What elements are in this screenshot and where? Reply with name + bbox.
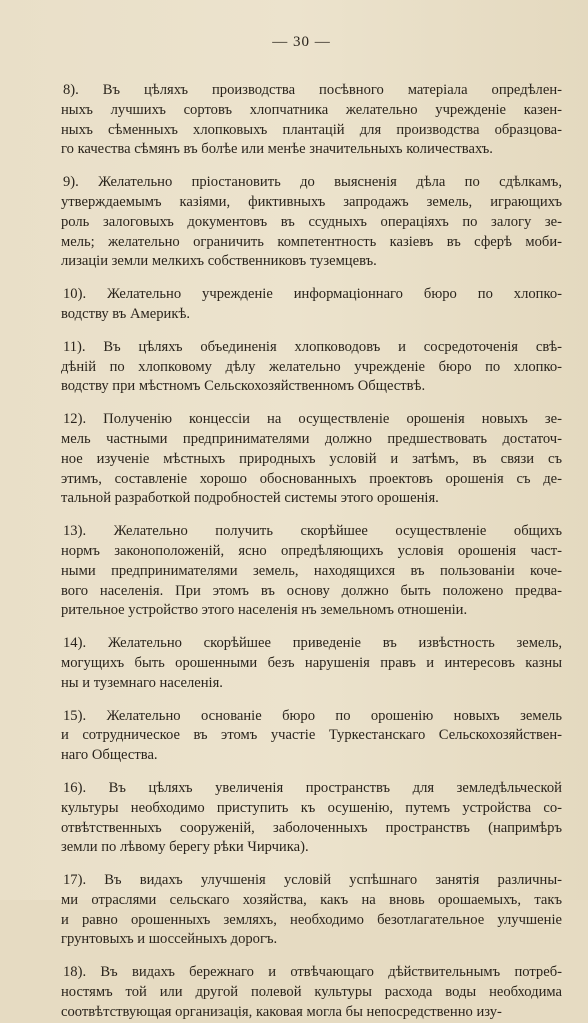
paragraph-p8: [61, 81, 562, 160]
paragraph-p13: [61, 522, 562, 621]
text-line: ны и туземнаго населенія.: [61, 674, 223, 691]
text-line: лизаціи земли мелкихъ собственниковъ туземцевъ.: [61, 253, 377, 270]
text-line: нормъ законоположеній, ясно опредѣляющихъ условія орошенія част-: [61, 542, 562, 559]
text-line: этимъ, составленіе хорошо обоснованныхъ проектовъ орошенія съ де-: [61, 470, 562, 487]
text-line: вого населенія. При этомъ въ основу должно быть положено предва-: [61, 582, 562, 599]
text-line: мель; желательно ограничить компетентность казіевъ въ сферѣ моби-: [61, 233, 562, 250]
text-line: 13). Желательно получить скорѣйшее осуществленіе общихъ: [63, 523, 562, 540]
text-line: мель частными предпринимателями должно предшествовать достаточ-: [61, 430, 562, 447]
text-line: наго Общества.: [61, 747, 158, 764]
paragraph-p16: [61, 779, 562, 858]
text-line: отвѣтственныхъ сооруженій, заболоченныхъ пространствъ (напримѣръ: [61, 819, 562, 836]
text-line: рительное устройство этого населенія нъ земельномъ отношеніи.: [61, 602, 468, 619]
text-line: 9). Желательно пріостановить до выясненія дѣла по сдѣлкамъ,: [63, 174, 562, 191]
text-line: могущихъ быть орошенными безъ нарушенія правъ и интересовъ казны: [61, 654, 562, 671]
text-line: 14). Желательно скорѣйшее приведеніе въ извѣстность земель,: [63, 635, 562, 652]
text-line: и равно орошенныхъ земляхъ, необходимо безотлагательное улучшеніе: [61, 911, 562, 928]
text-line: 11). Въ цѣляхъ объединенія хлопководовъ и сосредоточенія свѣ-: [63, 338, 562, 355]
paragraph-p9: [61, 173, 562, 272]
paragraph-p10: [61, 285, 562, 325]
text-line: 10). Желательно учрежденіе информаціоннаго бюро по хлопко-: [63, 286, 562, 303]
text-line: 16). Въ цѣляхъ увеличенія пространствъ для земледѣльческой: [63, 779, 562, 796]
text-line: ными предпринимателями земель, находящихся въ пользованіи коче-: [61, 562, 562, 579]
text-line: 17). Въ видахъ улучшенія условій успѣшнаго занятія различны-: [63, 872, 562, 889]
text-line: ное изученіе мѣстныхъ природныхъ условій и затѣмъ, въ связи съ: [61, 450, 562, 467]
text-line: тальной разработкой подробностей системы этого орошенія.: [61, 490, 439, 507]
text-line: и сотрудническое въ этомъ участіе Туркестанскаго Сельскохозяйствен-: [61, 727, 562, 744]
text-line: ми отраслями сельскаго хозяйства, какъ на вновь орошаемыхъ, такъ: [61, 891, 562, 908]
text-line: утверждаемымъ казіями, фиктивныхъ запродажъ земель, играющихъ: [61, 193, 562, 210]
paragraph-p12: [61, 410, 562, 509]
text-line: водству въ Америкѣ.: [61, 305, 191, 322]
text-line: 8). Въ цѣляхъ производства посѣвного матеріала опредѣлен-: [63, 82, 562, 98]
text-line: 18). Въ видахъ бережнаго и отвѣчающаго дѣйствительнымъ потреб-: [63, 964, 562, 981]
text-line: ностямъ той или другой полевой культуры расхода воды необходима: [61, 984, 562, 1001]
text-line: роль залоговыхъ документовъ въ ссудныхъ операціяхъ по залогу зе-: [61, 213, 562, 230]
text-line: го качества сѣмянъ въ болѣе или менѣе значительныхъ количествахъ.: [61, 141, 493, 158]
page-number: — 30 —: [272, 34, 331, 50]
document-body: [61, 81, 562, 1023]
paragraph-p15: [61, 707, 562, 766]
text-line: ныхъ лучшихъ сортовъ хлопчатника желательно учрежденіе казен-: [61, 101, 562, 118]
text-line: ныхъ сѣменныхъ хлопковыхъ плантацій для производства образцова-: [61, 121, 562, 138]
text-line: грунтовыхъ и шоссейныхъ дорогъ.: [61, 931, 278, 948]
text-line: дѣній по хлопковому дѣлу желательно учрежденіе бюро по хлопко-: [61, 358, 562, 375]
paragraph-p17: [61, 871, 562, 950]
text-line: 15). Желательно основаніе бюро по орошенію новыхъ земель: [63, 707, 562, 724]
text-line: 12). Полученію концессіи на осуществленіе орошенія новыхъ зе-: [63, 411, 562, 428]
paragraph-p11: [61, 338, 562, 397]
text-line: водству при мѣстномъ Сельскохозяйственномъ Обществѣ.: [61, 378, 426, 395]
paragraph-p18: [61, 963, 562, 1022]
text-line: земли по лѣвому берегу рѣки Чирчика).: [61, 839, 309, 856]
text-line: культуры необходимо приступить къ осушенію, путемъ устройства со-: [61, 799, 562, 816]
text-line: соотвѣтствующая организація, каковая могла бы непосредственно изу-: [61, 1003, 502, 1020]
paragraph-p14: [61, 634, 562, 693]
